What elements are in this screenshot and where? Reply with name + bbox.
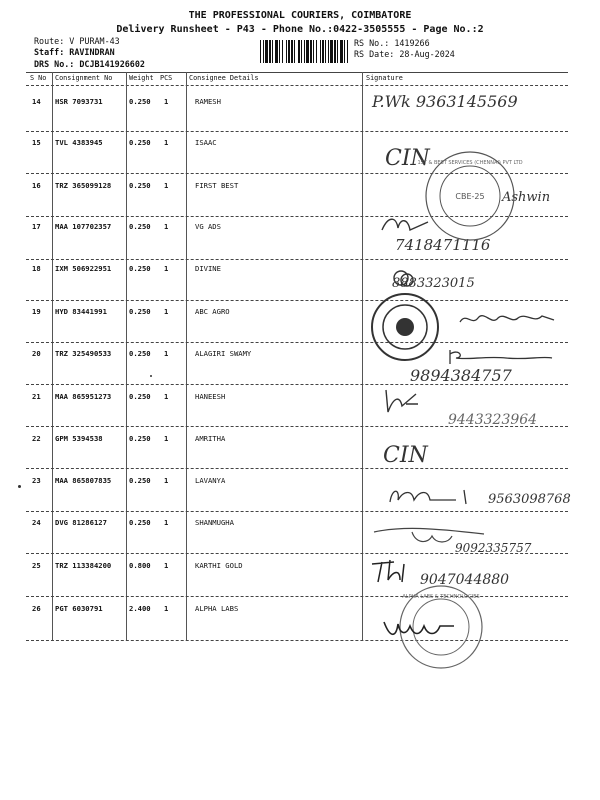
cell-consignee: FIRST BEST <box>195 181 239 190</box>
row-divider <box>26 596 568 597</box>
cell-pcs: 1 <box>164 307 169 316</box>
cell-weight: 0.800 <box>129 561 151 570</box>
barcode-bar <box>328 40 329 63</box>
rs-date: RS Date: 28-Aug-2024 <box>354 49 455 59</box>
barcode-bar <box>298 40 300 63</box>
cell-pcs: 1 <box>164 138 169 147</box>
handwritten-signature: 9443323964 <box>448 412 538 428</box>
barcode-bar <box>269 40 271 63</box>
cell-pcs: 1 <box>164 392 169 401</box>
cell-consignee: DIVINE <box>195 264 221 273</box>
cell-weight: 0.250 <box>129 518 151 527</box>
stamp-text: ALPHA LABS & TECHNOLOGIES <box>402 594 480 600</box>
cell-pcs: 1 <box>164 181 169 190</box>
col-divider <box>186 72 187 640</box>
signature-scribble <box>378 212 438 238</box>
handwritten-signature: 7418471116 <box>395 236 491 254</box>
cell-weight: 0.250 <box>129 138 151 147</box>
barcode-bar <box>337 40 338 63</box>
col-divider <box>362 72 363 640</box>
signature-scribble <box>386 484 484 508</box>
cell-weight: 0.250 <box>129 307 151 316</box>
cell-pcs: 1 <box>164 604 169 613</box>
cell-weight: 0.250 <box>129 264 151 273</box>
table-top-border <box>26 72 568 73</box>
barcode-bar <box>263 40 264 63</box>
cell-consignee: KARTHI GOLD <box>195 561 243 570</box>
barcode-bar <box>340 40 343 63</box>
column-header-consignment: Consignment No <box>55 74 113 82</box>
barcode-bar <box>334 40 336 63</box>
cell-consignee: ALAGIRI SWAMY <box>195 349 252 358</box>
staff-label: Staff: RAVINDRAN <box>34 47 115 57</box>
scan-speck <box>150 375 152 377</box>
barcode-bar <box>282 40 283 63</box>
cell-weight: 0.250 <box>129 392 151 401</box>
cell-consignee: AMRITHA <box>195 434 226 443</box>
cell-consignment: TRZ 365099128 <box>55 181 112 190</box>
cell-weight: 0.250 <box>129 222 151 231</box>
cell-sno: 23 <box>32 476 41 485</box>
cell-pcs: 1 <box>164 222 169 231</box>
cell-consignment: TVL 4383945 <box>55 138 103 147</box>
cell-consignment: MAA 865951273 <box>55 392 112 401</box>
barcode-bar <box>313 40 314 63</box>
cell-consignment: MAA 865807835 <box>55 476 112 485</box>
route-label: Route: V PURAM-43 <box>34 36 120 46</box>
cell-consignee: ALPHA LABS <box>195 604 239 613</box>
cell-consignee: ISAAC <box>195 138 217 147</box>
header-divider <box>26 85 568 86</box>
cell-consignee: RAMESH <box>195 97 221 106</box>
cell-sno: 19 <box>32 307 41 316</box>
cell-sno: 16 <box>32 181 41 190</box>
runsheet-subtitle: Delivery Runsheet - P43 - Phone No.:0422-3505555 - Page No.:2 <box>116 24 484 35</box>
col-divider <box>52 72 53 640</box>
stamp-text: 1ST & BEST SERVICES (CHENNAI) PVT LTD <box>417 160 523 166</box>
barcode-bar <box>291 40 293 63</box>
cell-weight: 0.250 <box>129 181 151 190</box>
cell-consignment: IXM 506922951 <box>55 264 112 273</box>
cell-consignment: GPM 5394538 <box>55 434 103 443</box>
cell-weight: 0.250 <box>129 97 151 106</box>
barcode-bar <box>306 40 309 63</box>
column-header-signature: Signature <box>366 74 403 82</box>
barcode-image <box>260 40 348 63</box>
barcode-bar <box>275 40 278 63</box>
cell-consignment: TRZ 325490533 <box>55 349 112 358</box>
barcode-bar <box>344 40 345 63</box>
signature-scribble <box>446 346 556 368</box>
barcode-bar <box>286 40 287 63</box>
row-divider <box>26 468 568 469</box>
cell-pcs: 1 <box>164 97 169 106</box>
barcode-bar <box>272 40 273 63</box>
barcode-bar <box>288 40 290 63</box>
barcode-bar <box>301 40 302 63</box>
cell-consignee: LAVANYA <box>195 476 226 485</box>
handwritten-signature: CIN <box>383 443 428 468</box>
cell-pcs: 1 <box>164 518 169 527</box>
cell-sno: 14 <box>32 97 41 106</box>
cell-consignment: HYD 83441991 <box>55 307 107 316</box>
cell-pcs: 1 <box>164 349 169 358</box>
barcode-bar <box>304 40 305 63</box>
cell-consignment: DVG 81286127 <box>55 518 107 527</box>
cell-consignee: SHANMUGHA <box>195 518 234 527</box>
barcode-bar <box>310 40 312 63</box>
barcode-bar <box>260 40 261 63</box>
cell-sno: 25 <box>32 561 41 570</box>
handwritten-signature: 9894384757 <box>410 366 512 385</box>
rs-number: RS No.: 1419266 <box>354 38 430 48</box>
cell-pcs: 1 <box>164 561 169 570</box>
cell-pcs: 1 <box>164 434 169 443</box>
row-divider <box>26 342 568 343</box>
cell-sno: 18 <box>32 264 41 273</box>
cell-sno: 24 <box>32 518 41 527</box>
row-divider <box>26 511 568 512</box>
barcode-bar <box>322 40 324 63</box>
company-title: THE PROFESSIONAL COURIERS, COIMBATORE <box>188 10 412 21</box>
signature-scribble <box>368 556 416 584</box>
barcode-bar <box>294 40 295 63</box>
cell-weight: 0.250 <box>129 434 151 443</box>
signature-scribble <box>372 524 488 548</box>
handwritten-signature: 9563098768 <box>488 492 571 507</box>
cell-weight: 0.250 <box>129 349 151 358</box>
col-divider <box>126 72 127 640</box>
stamp-code: CBE-25 <box>455 192 485 201</box>
round-seal-stamp <box>370 292 440 362</box>
scan-speck <box>18 485 21 488</box>
cell-consignee: ABC AGRO <box>195 307 230 316</box>
cell-sno: 20 <box>32 349 41 358</box>
drs-label: DRS No.: DCJB141926602 <box>34 59 145 69</box>
barcode-bar <box>316 40 317 63</box>
cell-consignment: HSR 7093731 <box>55 97 103 106</box>
cell-sno: 21 <box>32 392 41 401</box>
barcode-bar <box>320 40 321 63</box>
column-header-weight: Weight <box>129 74 154 82</box>
cell-consignment: PGT 6030791 <box>55 604 103 613</box>
handwritten-signature: 9092335757 <box>455 541 532 555</box>
column-header-consignee: Consignee Details <box>189 74 259 82</box>
column-header-pcs: PCS <box>160 74 173 82</box>
handwritten-signature: Ashwin <box>502 190 551 205</box>
signature-scribble <box>380 386 424 416</box>
barcode-bar <box>330 40 333 63</box>
cell-sno: 26 <box>32 604 41 613</box>
cell-consignment: TRZ 113384200 <box>55 561 112 570</box>
cell-sno: 17 <box>32 222 41 231</box>
cell-weight: 0.250 <box>129 476 151 485</box>
cell-consignee: VG ADS <box>195 222 221 231</box>
column-header-sno: S No <box>30 74 47 82</box>
signature-scribble <box>392 268 416 290</box>
cell-pcs: 1 <box>164 264 169 273</box>
signature-scribble <box>458 308 558 330</box>
cell-sno: 22 <box>32 434 41 443</box>
signature-scribble <box>380 612 460 642</box>
barcode-bar <box>279 40 280 63</box>
handwritten-signature: CIN <box>385 146 430 171</box>
cell-sno: 15 <box>32 138 41 147</box>
barcode-bar <box>265 40 268 63</box>
table-bottom-border <box>26 640 568 641</box>
cell-consignment: MAA 107702357 <box>55 222 112 231</box>
cell-consignee: HANEESH <box>195 392 226 401</box>
handwritten-signature: 8883323015 <box>392 276 475 291</box>
row-divider <box>26 259 568 260</box>
handwritten-signature: 9047044880 <box>420 572 510 588</box>
row-divider <box>26 131 568 132</box>
cell-pcs: 1 <box>164 476 169 485</box>
barcode-bar <box>325 40 326 63</box>
cell-weight: 2.400 <box>129 604 151 613</box>
row-divider <box>26 300 568 301</box>
handwritten-signature: P.Wk 9363145569 <box>372 92 518 111</box>
barcode-bar <box>347 40 348 63</box>
